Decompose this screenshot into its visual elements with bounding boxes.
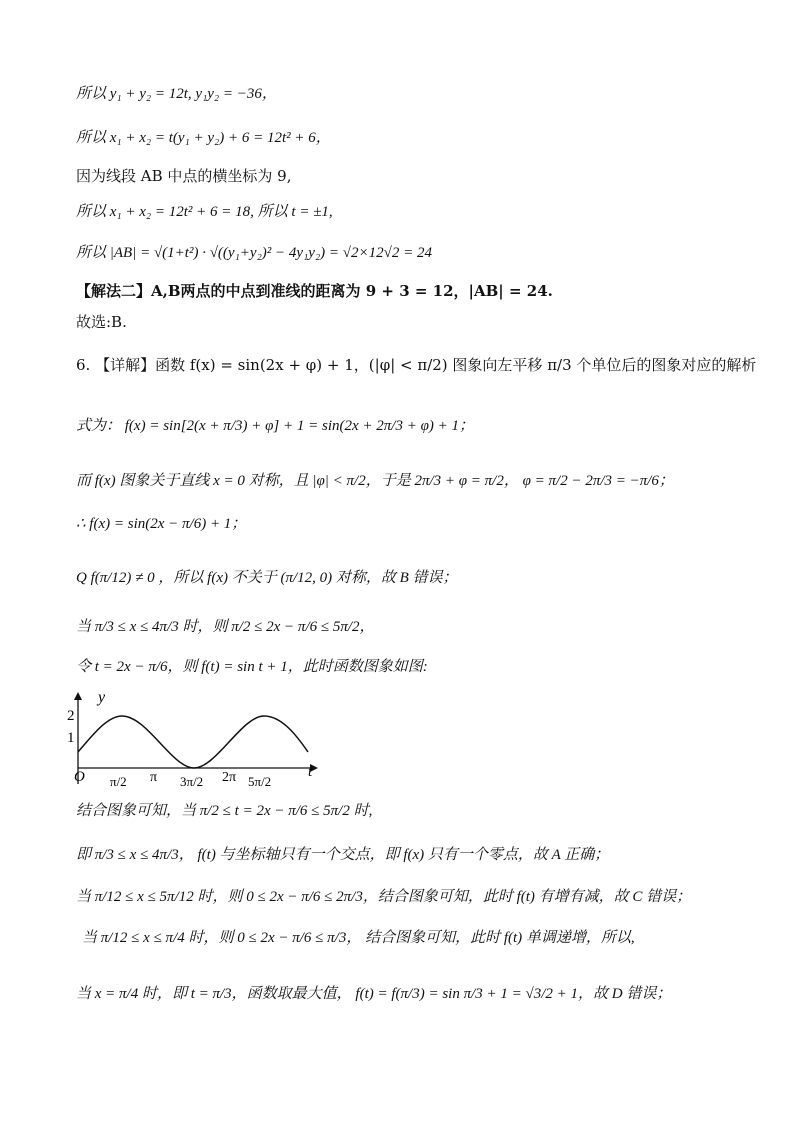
- text-line-11: ∴ f(x) = sin(2x − π/6) + 1；: [76, 516, 247, 532]
- text-line-14: 令 t = 2x − π/6，则 f(t) = sin t + 1，此时函数图象如图:: [76, 659, 428, 675]
- text-line-7: 故选:B.: [76, 313, 127, 331]
- t-axis-label: t: [308, 764, 313, 780]
- text-line-13: 当 π/3 ≤ x ≤ 4π/3 时，则 π/2 ≤ 2x − π/6 ≤ 5π/2，: [76, 619, 375, 635]
- text-line-18: 当 π/12 ≤ x ≤ π/4 时，则 0 ≤ 2x − π/6 ≤ π/3， 结合图象可知，此时 f(t) 单调递增，所以,: [82, 930, 635, 946]
- sine-curve: [78, 716, 308, 768]
- x-tick-2pi: 2π: [222, 770, 237, 785]
- x-tick-5pi-over-2: 5π/2: [248, 774, 272, 789]
- y-tick-1: 1: [67, 730, 75, 746]
- y-axis-arrow-icon: [74, 692, 82, 700]
- text-line-10: 而 f(x) 图象关于直线 x = 0 对称，且 |φ| < π/2，于是 2π/3 + φ = π/2， φ = π/2 − 2π/3 = −π/6；: [76, 473, 674, 489]
- text-line-12: Q f(π/12) ≠ 0 ，所以 f(x) 不关于 (π/12, 0) 对称，故 B 错误；: [76, 570, 458, 586]
- text-line-16: 即 π/3 ≤ x ≤ 4π/3， f(t) 与坐标轴只有一个交点，即 f(x) 只有一个零点，故 A 正确；: [76, 847, 610, 863]
- text-line-8: 6. 【详解】函数 f(x) = sin(2x + φ) + 1，(|φ| < π/2) 图象向左平移 π/3 个单位后的图象对应的解析: [76, 356, 757, 374]
- origin-label: O: [74, 769, 85, 785]
- text-line-4: 所以 x₁ + x₂ = 12t² + 6 = 18, 所以 t = ±1,: [76, 204, 333, 220]
- x-tick-pi: π: [150, 770, 158, 785]
- y-tick-2: 2: [67, 708, 75, 724]
- text-line-2: 所以 x₁ + x₂ = t(y₁ + y₂) + 6 = 12t² + 6，: [76, 130, 331, 146]
- x-tick-3pi-over-2: 3π/2: [180, 774, 204, 789]
- text-line-5: 所以 |AB| = √(1+t²) · √((y₁+y₂)² − 4y₁y₂) = √2×12√2 = 24: [76, 245, 432, 261]
- text-line-19: 当 x = π/4 时，即 t = π/3，函数取最大值， f(t) = f(π/3) = sin π/3 + 1 = √3/2 + 1，故 D 错误；: [76, 986, 672, 1002]
- text-line-1: 所以 y₁ + y₂ = 12t, y₁y₂ = −36，: [76, 86, 277, 102]
- text-line-6: 【解法二】A,B两点的中点到准线的距离为 9 + 3 = 12，|AB| = 24.: [76, 282, 553, 300]
- sine-graph: [67, 686, 332, 800]
- text-line-17: 当 π/12 ≤ x ≤ 5π/12 时，则 0 ≤ 2x − π/6 ≤ 2π/3，结合图象可知，此时 f(t) 有增有减，故 C 错误；: [76, 889, 692, 905]
- x-tick-pi-over-2: π/2: [110, 774, 127, 789]
- text-line-9: 式为： f(x) = sin[2(x + π/3) + φ] + 1 = sin(2x + 2π/3 + φ) + 1；: [76, 418, 474, 434]
- text-line-3: 因为线段 AB 中点的横坐标为 9,: [76, 167, 292, 185]
- y-axis-label: y: [98, 689, 106, 706]
- text-line-15: 结合图象可知，当 π/2 ≤ t = 2x − π/6 ≤ 5π/2 时,: [76, 803, 373, 819]
